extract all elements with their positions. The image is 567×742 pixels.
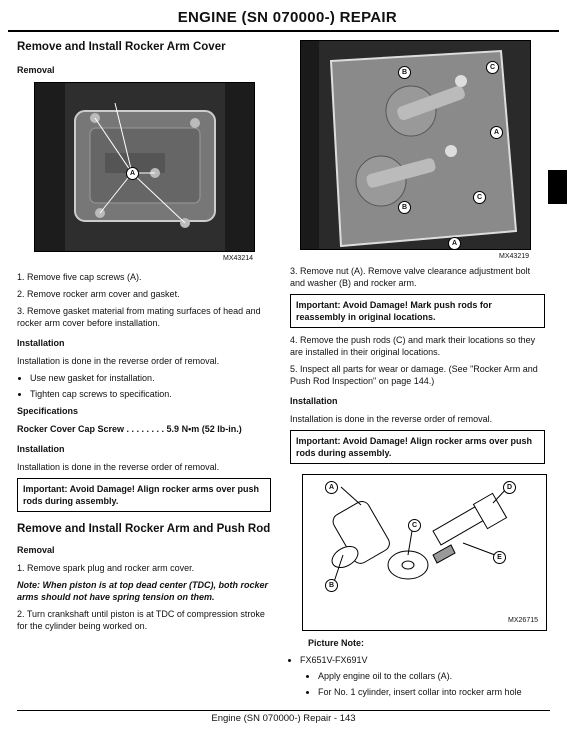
list-item: • Tighten cap screws to specification. [30,388,271,400]
important-box-2: Important: Avoid Damage! Mark push rods for reassembly in original locations. [290,294,545,328]
callout-b-diagram: B [325,579,338,592]
right-column [290,40,545,703]
callout-c-right: C [473,191,486,204]
removal-heading: Removal [17,65,55,75]
callout-e-diagram: E [493,551,506,564]
footer-text: Engine (SN 070000-) Repair - 143 [211,713,356,724]
list-item: • FX651V-FX691V [300,654,545,666]
collar-diagram-graphic [303,475,546,615]
step-1: 1. Remove five cap screws (A). [17,272,142,282]
step-4: 4. Remove the push rods (C) and mark their locations so they are installed in their original locations. [290,335,536,357]
tdc-note: Note: When piston is at top dead center (TDC), both rocker arms should not have spring tension on them. [17,580,269,602]
list-item: • Use new gasket for installation. [30,372,271,384]
installation-text: Installation is done in the reverse order of removal. [17,356,220,366]
photo1-label: MX43214 [223,255,253,262]
installation2-text: Installation is done in the reverse order of removal. [17,462,220,472]
picture-note-list [290,654,545,666]
callout-a-bottom: A [448,237,461,250]
step-r1: 1. Remove spark plug and rocker arm cover. [17,563,195,573]
installation-heading: Installation [17,338,65,348]
step-2: 2. Remove rocker arm cover and gasket. [17,289,180,299]
list-item: • For No. 1 cylinder, insert collar into rocker arm hole [318,686,545,698]
callout-d-diagram: D [503,481,516,494]
installation2-heading: Installation [17,444,65,454]
installation-text-right: Installation is done in the reverse order of removal. [290,414,493,424]
list-item: • Apply engine oil to the collars (A). [318,670,545,682]
removal2-heading: Removal [17,545,55,555]
page-footer [0,713,567,724]
page-header [0,0,567,34]
section2-title: Remove and Install Rocker Arm and Push Rod [17,523,271,535]
photo2-label: MX43219 [499,253,529,260]
callout-b-top: B [398,66,411,79]
page-title: ENGINE (SN 070000-) REPAIR [177,9,397,26]
footer-rule [17,710,550,711]
section-tab-marker [548,170,567,204]
callout-a-right: A [490,126,503,139]
spec-row: Rocker Cover Cap Screw . . . . . . . . 5.9 N•m (52 lb-in.) [17,424,242,434]
picture-note: Picture Note: [308,638,365,648]
section1-title: Remove and Install Rocker Arm Cover [17,41,226,53]
installation-heading-right: Installation [290,396,338,406]
callout-c-diagram: C [408,519,421,532]
step-3: 3. Remove gasket material from mating surfaces of head and rocker arm cover before installation. [17,306,261,328]
step-r2: 2. Turn crankshaft until piston is at TDC of compression stroke for the cylinder being worked on. [17,609,265,631]
diagram-label: MX26715 [508,617,538,624]
step-3-right: 3. Remove nut (A). Remove valve clearance adjustment bolt and washer (B) and rocker arm. [290,266,531,288]
header-rule [8,30,559,32]
rocker-arm-photo [300,40,531,250]
important-box-3: Important: Avoid Damage! Align rocker arms over push rods during assembly. [290,430,545,464]
step-5: 5. Inspect all parts for wear or damage. (See "Rocker Arm and Push Rod Inspection" on page 144.) [290,364,538,386]
rocker-cover-photo-graphic [35,83,254,251]
important-box-1: Important: Avoid Damage! Align rocker arms over push rods during assembly. [17,478,271,512]
callout-c-top: C [486,61,499,74]
collar-diagram [302,474,547,631]
left-column [17,40,271,637]
callout-a-diagram: A [325,481,338,494]
install-bullets [17,372,271,400]
picture-note-sublist [290,670,545,698]
rocker-cover-photo [34,82,255,252]
callout-a: A [126,167,139,180]
callout-b-middle: B [398,201,411,214]
specs-heading: Specifications [17,406,79,416]
